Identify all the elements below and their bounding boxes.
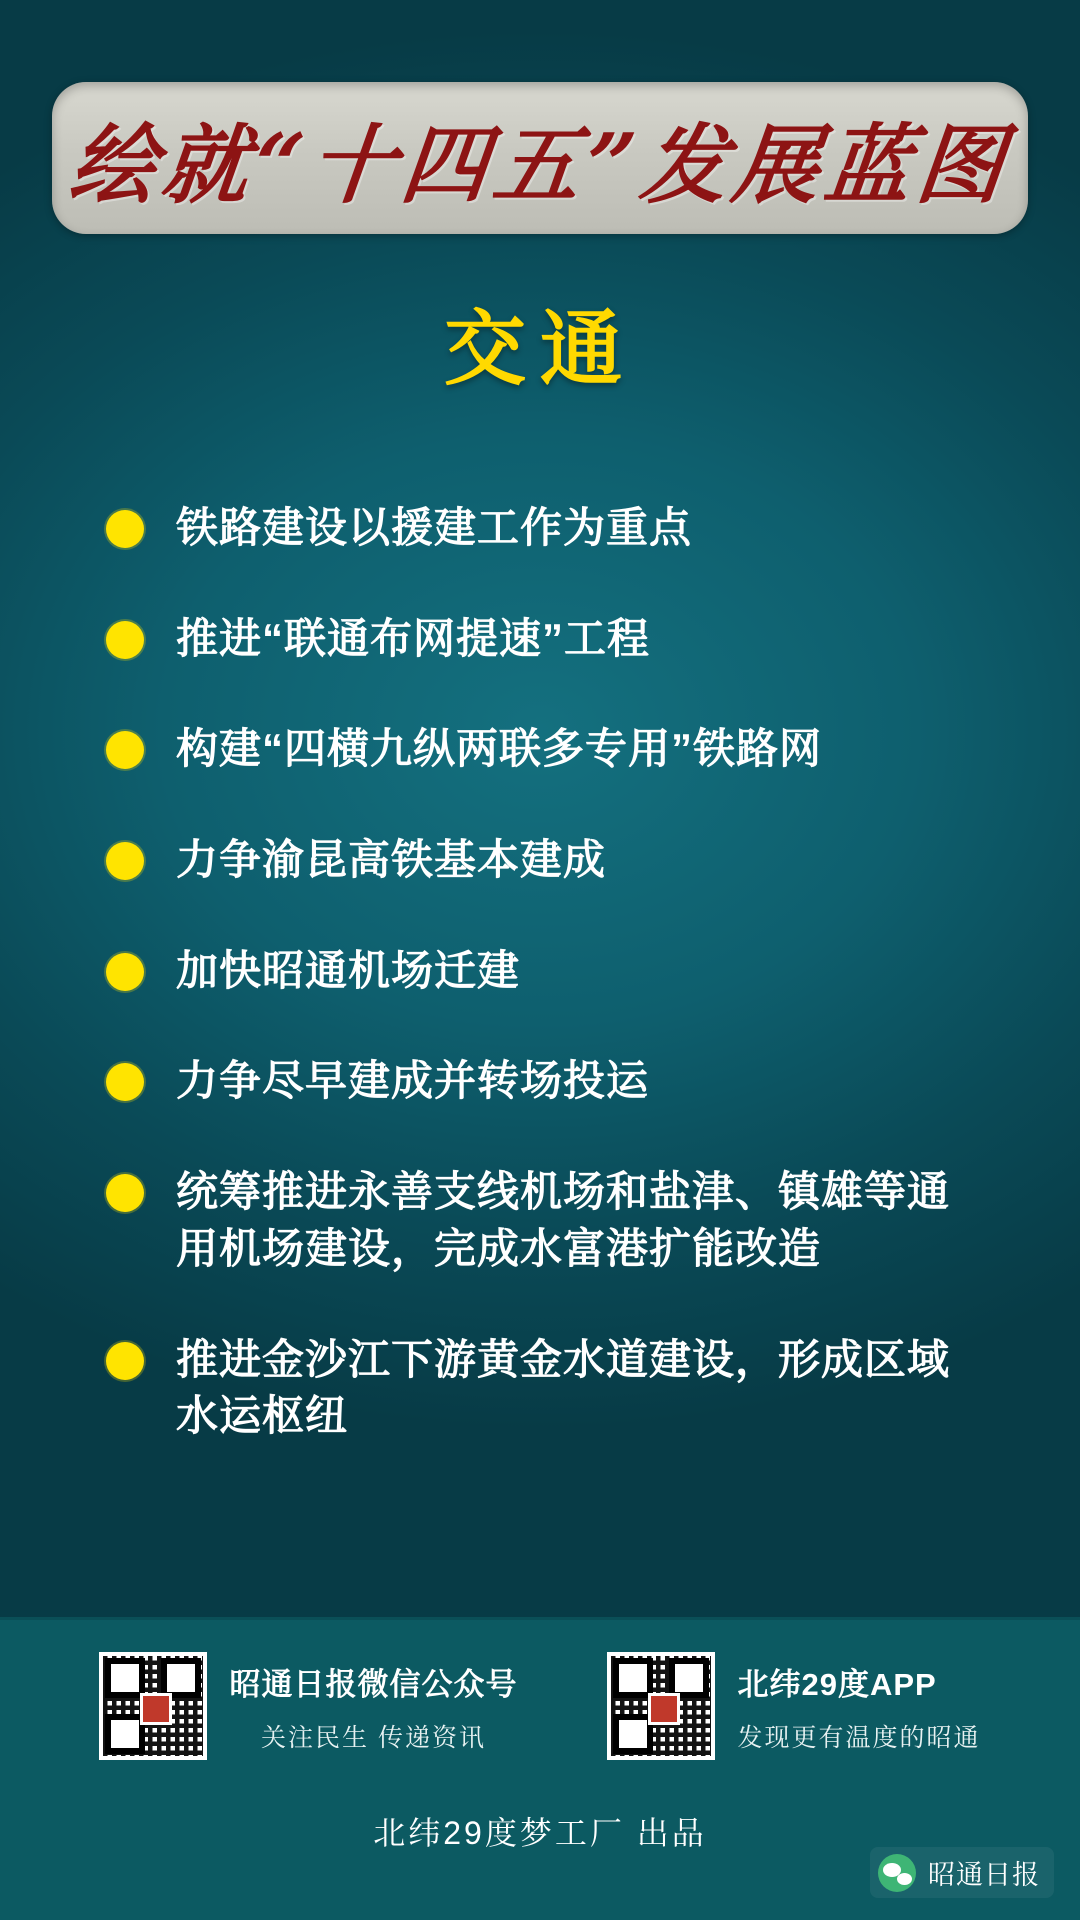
qr-caption [229,1659,517,1754]
list-item [106,1332,986,1445]
qr-block-app [607,1652,980,1760]
wechat-badge-label: 昭通日报 [928,1860,1040,1890]
section-heading: 交通 [443,304,636,395]
bullet-dot-icon [106,1342,144,1380]
qr-caption [737,1659,980,1754]
qr-finder-icon [105,1714,145,1754]
list-item [106,832,986,889]
qr-finder-icon [161,1658,201,1698]
list-item-label: 铁路建设以援建工作为重点 [176,504,693,551]
page-title: 绘就“十四五”发展蓝图 [64,115,1014,216]
list-item-label: 构建“四横九纵两联多专用”铁路网 [176,725,823,773]
qr-center-logo-icon [140,1693,172,1725]
list-item [106,1164,986,1277]
list-item-label: 统筹推进永善支线机场和盐津、镇雄等通用机场建设，完成水富港扩能改造 [176,1168,951,1272]
footer [0,1617,1080,1920]
list-item-label: 力争尽早建成并转场投运 [176,1057,650,1105]
qr-center-logo-icon [648,1693,680,1725]
qr-title: 北纬29度APP [737,1666,937,1702]
qr-subtitle: 发现更有温度的昭通 [737,1723,981,1752]
list-item [106,721,986,778]
bullet-dot-icon [106,1063,144,1101]
bullet-dot-icon [106,731,144,769]
qr-block-wechat-official [99,1652,517,1760]
bullet-dot-icon [106,953,144,991]
list-item-label: 力争渝昆高铁基本建成 [176,836,607,884]
list-item [106,611,986,668]
wechat-icon [878,1854,916,1892]
qr-code-icon[interactable] [99,1652,207,1760]
qr-code-icon[interactable] [607,1652,715,1760]
list-item [106,500,986,557]
qr-row [0,1652,1080,1760]
bullet-dot-icon [106,842,144,880]
list-item-label: 加快昭通机场迁建 [176,946,521,994]
bullet-dot-icon [106,1174,144,1212]
qr-title: 昭通日报微信公众号 [229,1666,518,1702]
title-plaque [52,82,1028,234]
bullet-list [106,500,986,1499]
list-item [106,1053,986,1110]
list-item [106,943,986,1000]
list-item-label: 推进金沙江下游黄金水道建设，形成区域水运枢纽 [176,1335,951,1440]
qr-finder-icon [105,1658,145,1698]
bullet-dot-icon [106,621,144,659]
qr-finder-icon [669,1658,709,1698]
bullet-dot-icon [106,510,144,548]
qr-subtitle: 关注民生 传递资讯 [261,1723,486,1752]
qr-finder-icon [613,1658,653,1698]
wechat-badge[interactable] [870,1847,1054,1898]
qr-finder-icon [613,1714,653,1754]
list-item-label: 推进“联通布网提速”工程 [176,614,651,662]
credit-line: 北纬29度梦工厂 出品 [373,1815,707,1851]
